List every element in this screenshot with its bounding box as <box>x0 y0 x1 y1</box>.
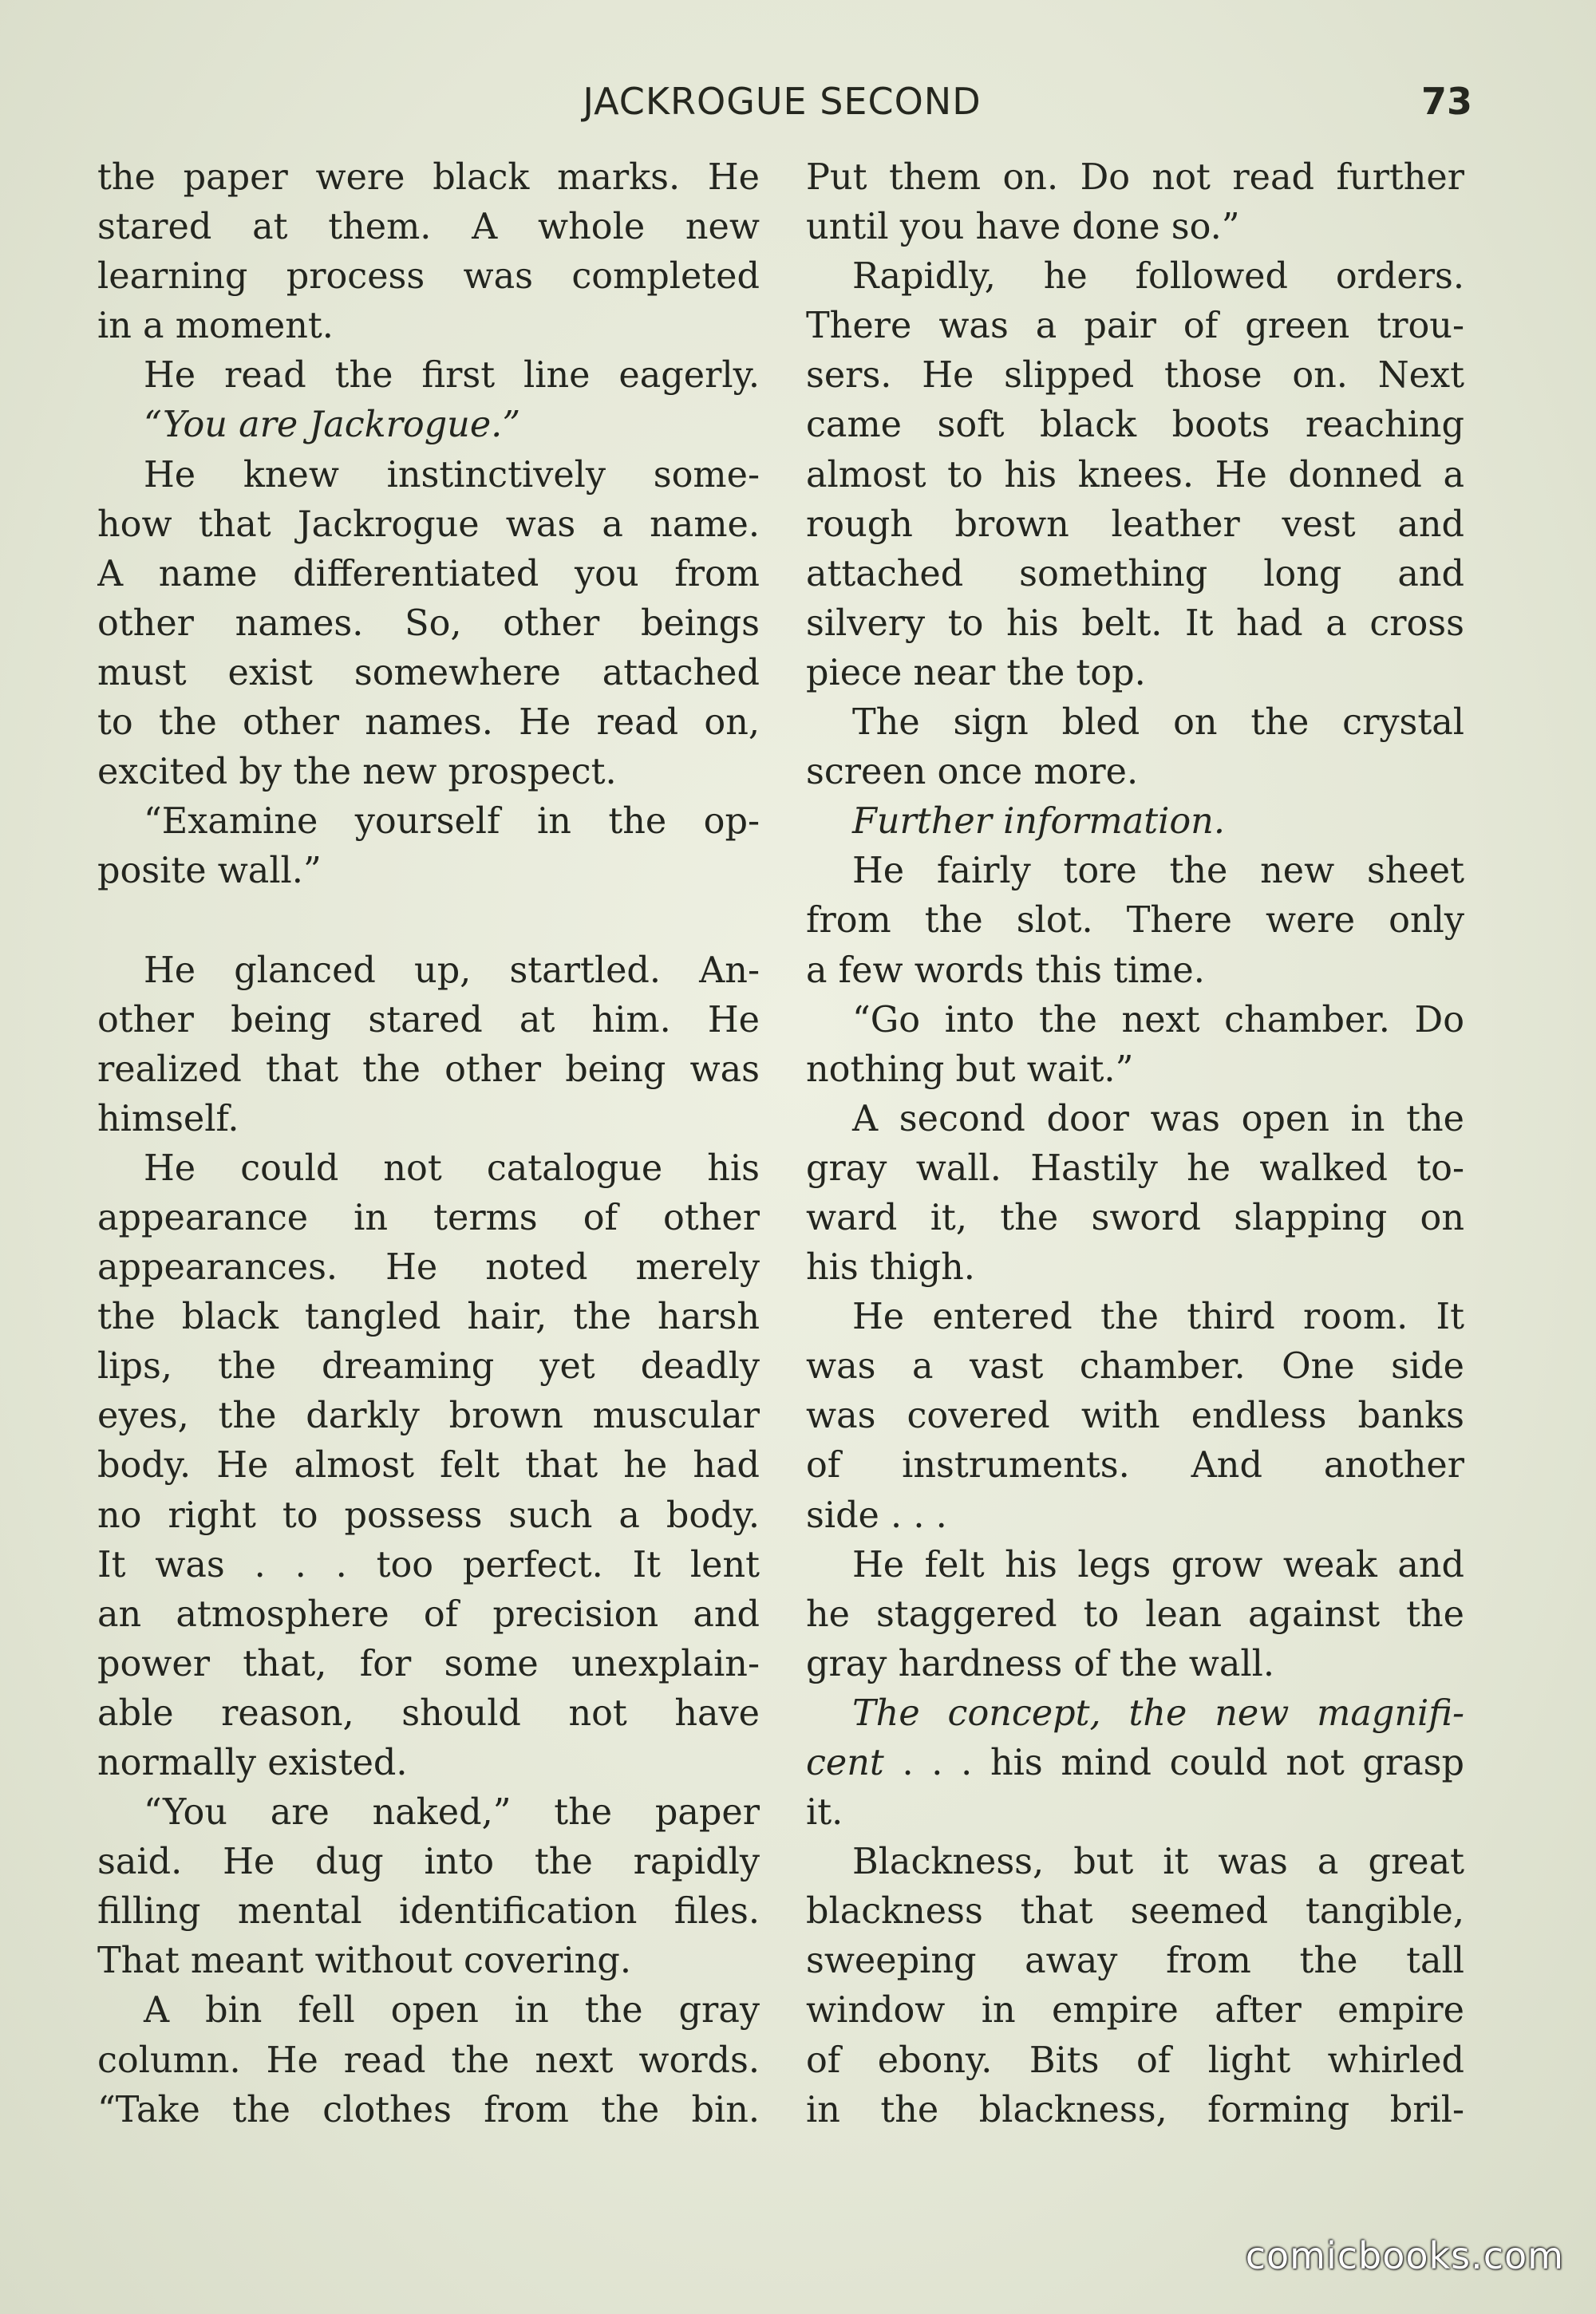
text-line: Blackness, but it was a great <box>852 1842 1464 1883</box>
text-line: A name differentiated you from <box>97 553 760 594</box>
text-line: He read the first line eagerly. <box>144 355 760 397</box>
text-line: said. He dug into the rapidly <box>97 1842 760 1883</box>
text-line: himself. <box>97 1098 239 1139</box>
right-text-column <box>806 153 1464 2135</box>
text-line: He entered the third room. It <box>852 1297 1464 1338</box>
text-line: was a vast chamber. One side <box>806 1346 1464 1388</box>
text-line <box>97 896 760 946</box>
text-line: rough brown leather vest and <box>806 503 1464 545</box>
text-line: The concept, the new magnifi- <box>852 1692 1464 1734</box>
watermark-logo: comicbooks.com <box>1245 2234 1564 2277</box>
text-line: window in empire after empire <box>806 1990 1464 2032</box>
text-line: from the slot. There were only <box>806 900 1464 942</box>
text-line: came soft black boots reaching <box>806 405 1464 446</box>
text-line: excited by the new prospect. <box>97 752 617 793</box>
text-line: he staggered to lean against the <box>806 1593 1464 1635</box>
text-line: almost to his knees. He donned a <box>806 454 1464 496</box>
text-line: until you have done so.” <box>806 207 1240 248</box>
text-line: He glanced up, startled. An- <box>144 950 760 991</box>
text-line: That meant without covering. <box>97 1941 631 1982</box>
text-line: learning process was completed <box>97 256 760 298</box>
text-line: able reason, should not have <box>97 1692 760 1734</box>
text-line: an atmosphere of precision and <box>97 1593 760 1635</box>
text-line: must exist somewhere attached <box>97 652 760 693</box>
text-line: it. <box>806 1792 843 1834</box>
text-line: in the blackness, forming bril- <box>806 2089 1464 2130</box>
text-line: of ebony. Bits of light whirled <box>806 2040 1464 2081</box>
text-line: his thigh. <box>806 1247 975 1289</box>
text-line: silvery to his belt. It had a cross <box>806 602 1464 644</box>
text-line: He knew instinctively some- <box>144 454 760 496</box>
text-line: blackness that seemed tangible, <box>806 1891 1464 1933</box>
text-line: It was . . . too perfect. It lent <box>97 1544 760 1585</box>
text-line: posite wall.” <box>97 851 322 892</box>
text-line: “You are Jackrogue.” <box>144 405 521 446</box>
text-line: in a moment. <box>97 306 334 347</box>
text-line: side . . . <box>806 1495 947 1536</box>
text-line: He could not catalogue his <box>144 1147 760 1189</box>
left-text-column <box>97 153 760 2135</box>
text-line: gray wall. Hastily he walked to- <box>806 1147 1464 1189</box>
text-line: He fairly tore the new sheet <box>852 851 1464 892</box>
text-line: appearances. He noted merely <box>97 1247 760 1289</box>
text-line: appearance in terms of other <box>97 1197 760 1238</box>
text-line: Further information. <box>852 801 1225 843</box>
text-line: sers. He slipped those on. Next <box>806 355 1464 397</box>
text-line: Put them on. Do not read further <box>806 157 1464 198</box>
text-line: no right to possess such a body. <box>97 1495 760 1536</box>
text-line: power that, for some unexplain- <box>97 1643 760 1684</box>
text-line: normally existed. <box>97 1743 408 1783</box>
text-line: body. He almost felt that he had <box>97 1445 760 1487</box>
running-head: JACKROGUE SECOND <box>583 80 982 123</box>
text-line: was covered with endless banks <box>806 1396 1464 1437</box>
text-line: stared at them. A whole new <box>97 207 760 248</box>
text-line: screen once more. <box>806 752 1139 793</box>
text-line: piece near the top. <box>806 652 1146 693</box>
text-line: “Go into the next chamber. Do <box>852 999 1464 1041</box>
text-line: He felt his legs grow weak and <box>852 1544 1464 1585</box>
text-line: ward it, the sword slapping on <box>806 1197 1464 1238</box>
text-line: “Examine yourself in the op- <box>144 801 760 843</box>
text-line: sweeping away from the tall <box>806 1941 1464 1982</box>
text-line: the black tangled hair, the harsh <box>97 1297 760 1338</box>
text-line: cent . . . his mind could not grasp <box>806 1743 1464 1783</box>
text-line: A second door was open in the <box>852 1098 1464 1139</box>
text-line: gray hardness of the wall. <box>806 1643 1274 1684</box>
text-line: filling mental identification files. <box>97 1891 760 1933</box>
text-line: The sign bled on the crystal <box>852 702 1464 744</box>
text-line: other names. So, other beings <box>97 602 760 644</box>
text-line: nothing but wait.” <box>806 1048 1134 1090</box>
text-line: There was a pair of green trou- <box>806 306 1464 347</box>
text-line: how that Jackrogue was a name. <box>97 503 760 545</box>
text-line: other being stared at him. He <box>97 999 760 1041</box>
text-line: “You are naked,” the paper <box>144 1792 760 1834</box>
text-line: to the other names. He read on, <box>97 702 760 744</box>
text-line: of instruments. And another <box>806 1445 1464 1487</box>
text-line: lips, the dreaming yet deadly <box>97 1346 760 1388</box>
page-header <box>0 80 1596 136</box>
text-line: eyes, the darkly brown muscular <box>97 1396 760 1437</box>
page-number: 73 <box>1420 80 1472 123</box>
text-line: “Take the clothes from the bin. <box>97 2089 760 2130</box>
text-line: realized that the other being was <box>97 1048 760 1090</box>
text-line: attached something long and <box>806 553 1464 594</box>
text-line: A bin fell open in the gray <box>144 1990 760 2032</box>
text-line: column. He read the next words. <box>97 2040 760 2081</box>
text-line: Rapidly, he followed orders. <box>852 256 1464 298</box>
text-line: the paper were black marks. He <box>97 157 760 198</box>
text-line: a few words this time. <box>806 950 1205 991</box>
